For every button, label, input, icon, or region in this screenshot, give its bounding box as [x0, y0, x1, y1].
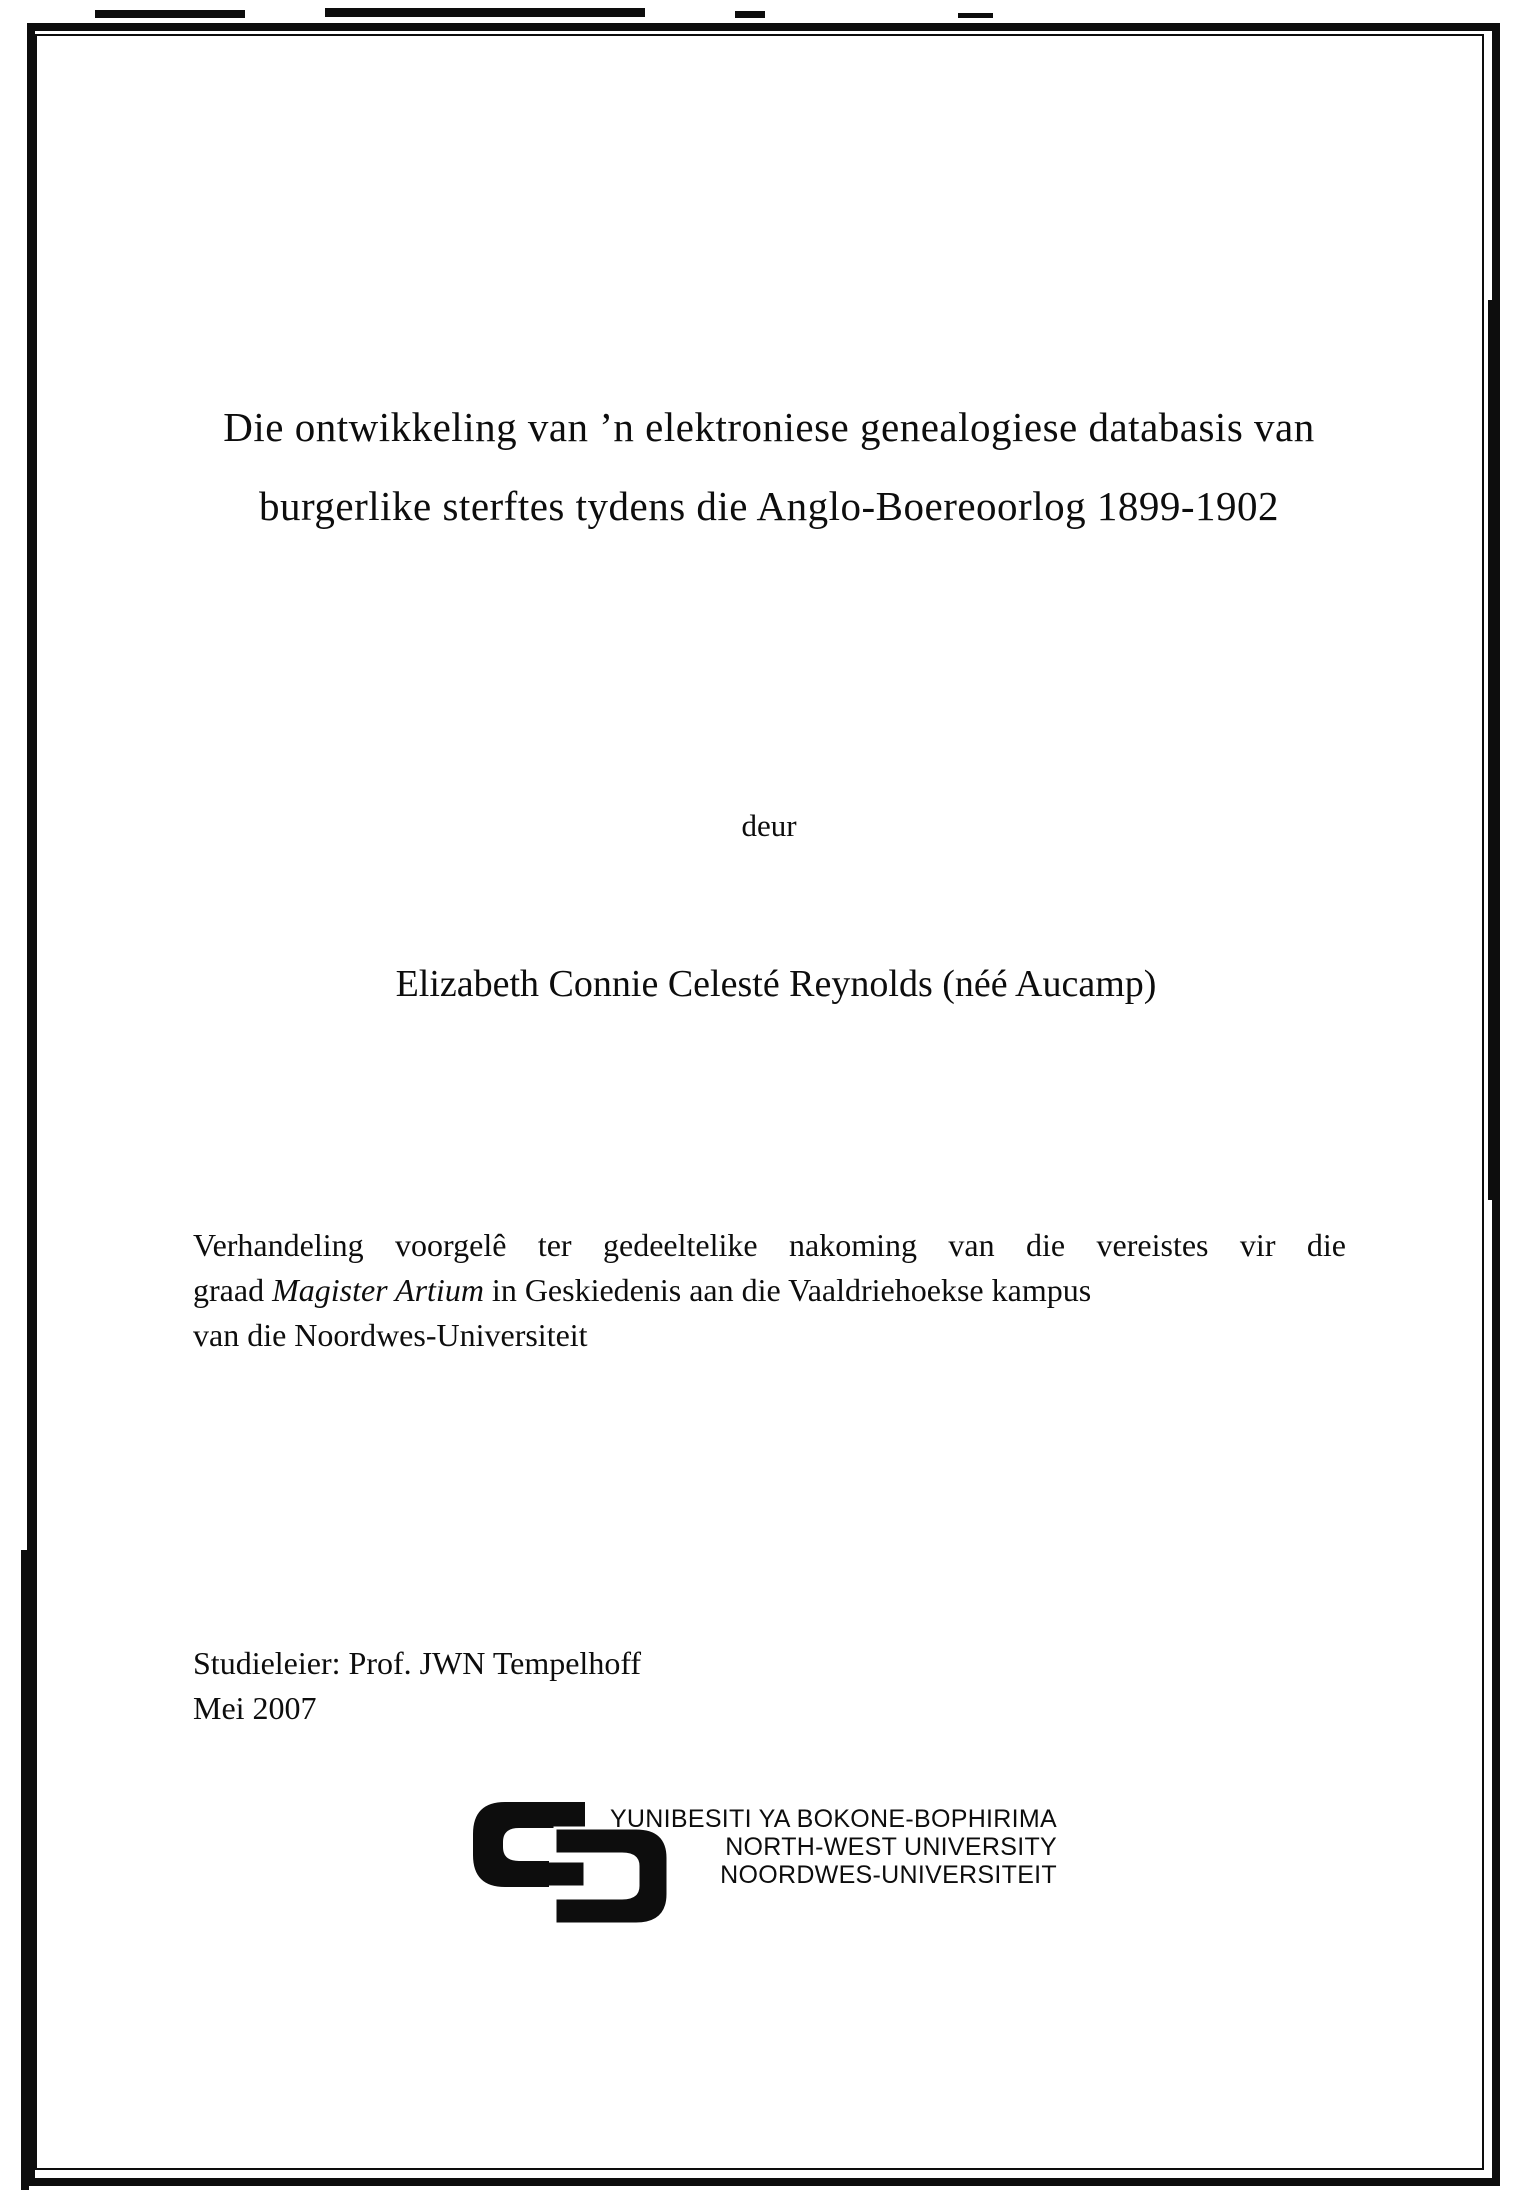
scan-artifact	[958, 13, 993, 18]
scan-artifact	[1488, 300, 1493, 1200]
scan-artifact	[95, 10, 245, 18]
logo-line-afrikaans: NOORDWES-UNIVERSITEIT	[720, 1861, 1057, 1889]
supervisor-line: Studieleier: Prof. JWN Tempelhoff	[193, 1645, 642, 1681]
supervisor-block	[193, 1641, 1346, 1731]
thesis-title	[186, 388, 1352, 546]
university-logo	[473, 1800, 1063, 1932]
date-line: Mei 2007	[193, 1690, 317, 1726]
degree-statement-line3: van die Noordwes-Universiteit	[193, 1317, 588, 1353]
logo-line-english: NORTH-WEST UNIVERSITY	[725, 1833, 1057, 1861]
logo-line-setswana: YUNIBESITI YA BOKONE-BOPHIRIMA	[609, 1805, 1057, 1833]
degree-statement	[193, 1223, 1346, 1358]
degree-statement-line1: Verhandeling voorgelê ter gedeeltelike nakoming van die vereistes vir die	[193, 1227, 1346, 1263]
degree-name-italic: Magister Artium	[272, 1272, 484, 1308]
thesis-title-line1: Die ontwikkeling van ’n elektroniese genealogiese databasis van	[223, 404, 1315, 450]
thesis-title-line2: burgerlike sterftes tydens die Anglo-Boereoorlog 1899-1902	[258, 483, 1279, 529]
degree-statement-line2	[193, 1268, 1346, 1313]
author-name: Elizabeth Connie Celesté Reynolds (néé Aucamp)	[395, 963, 1157, 1005]
degree-statement-line2-prefix: graad	[193, 1272, 273, 1308]
scan-artifact	[21, 1550, 29, 2190]
byline-label: deur	[741, 808, 797, 843]
scan-artifact	[325, 8, 645, 17]
degree-statement-line2-suffix: in Geskiedenis aan die Vaaldriehoekse kampus	[483, 1272, 1092, 1308]
logo-wordmark	[591, 1805, 1057, 1889]
scan-artifact	[735, 11, 765, 18]
